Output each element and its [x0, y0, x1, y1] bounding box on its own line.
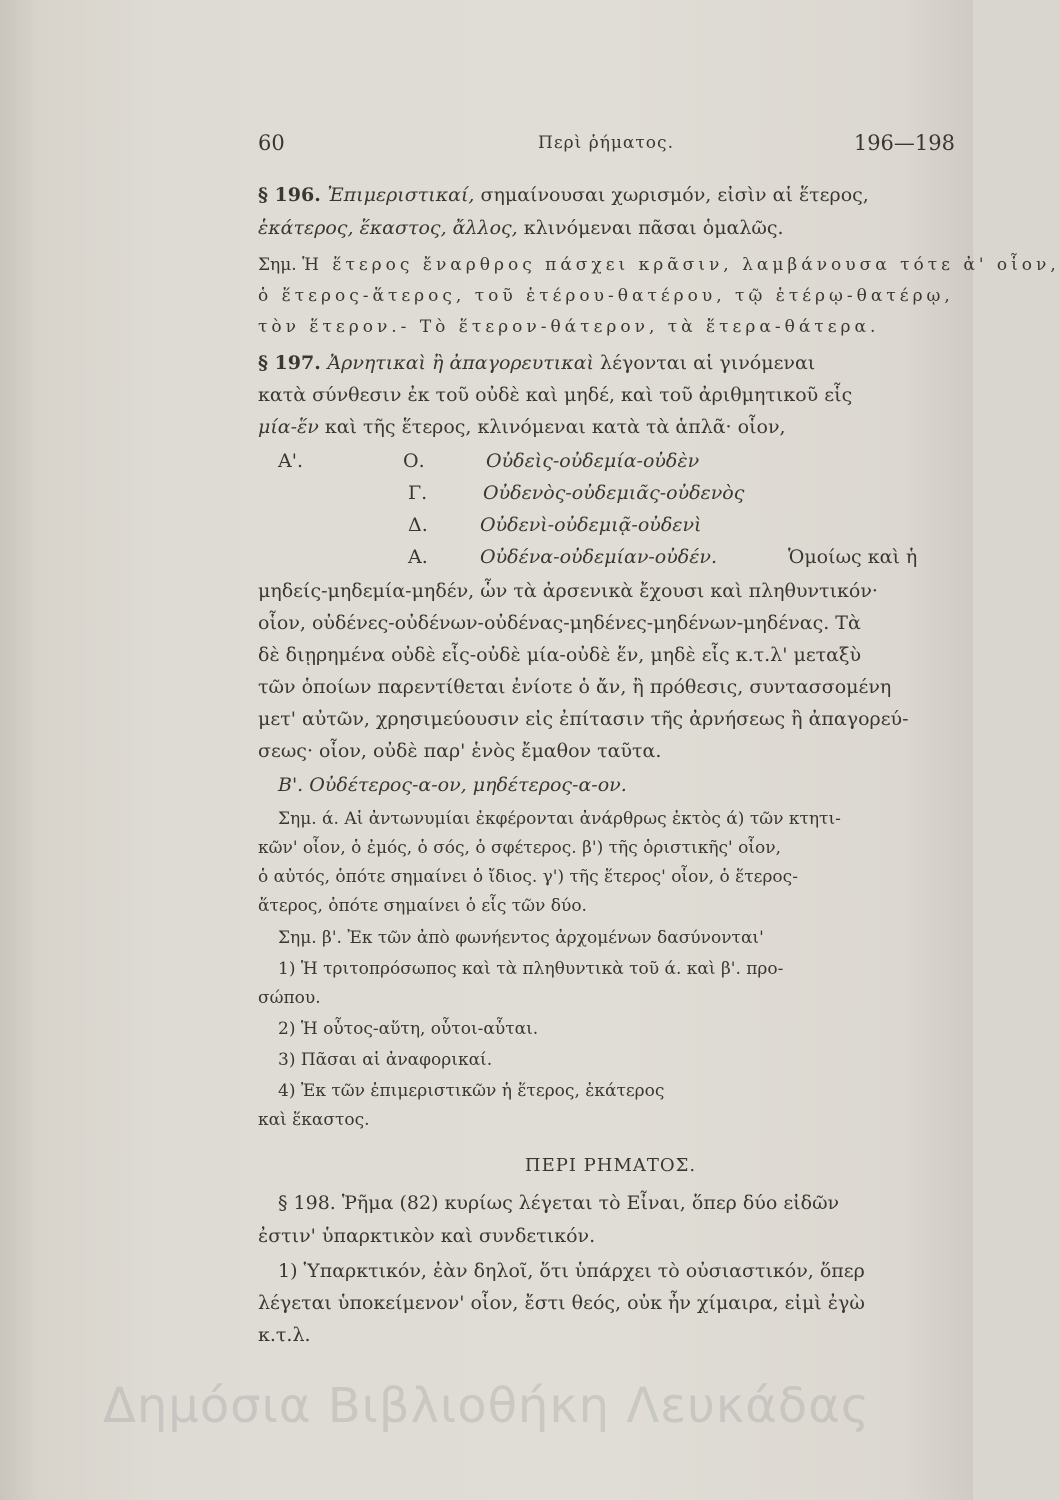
- decl-case: Γ.: [408, 482, 428, 504]
- decl-case: Δ.: [408, 514, 428, 536]
- text-line: κ.τ.λ.: [258, 1324, 311, 1346]
- text-line: ἑκάτερος, ἕκαστος, ἄλλος, κλινόμεναι πᾶσαι ὁμαλῶς.: [258, 217, 784, 239]
- note-line: Σημ. ά. Αἱ ἀντωνυμίαι ἐκφέρονται ἀνάρθρως ἐκτὸς ά) τῶν κτητι-: [278, 809, 841, 829]
- note-line: Σημ. Ἡ ἕτερος ἔναρθρος πάσχει κρᾶσιν, λαμβάνουσα τότε ἀ' οἷον,: [258, 255, 1060, 275]
- decl-case: Ο.: [403, 450, 425, 472]
- note-line: Σημ. β'. Ἐκ τῶν ἀπὸ φωνήεντος ἀρχομένων δασύνονται': [278, 928, 764, 948]
- decl-forms: Οὐδενὶ-οὐδεμιᾷ-οὐδενὶ: [480, 514, 702, 536]
- text-line: δὲ διῃρημένα οὐδὲ εἷς-οὐδὲ μία-οὐδὲ ἕν, μηδὲ εἷς κ.τ.λ' μεταξὺ: [258, 644, 862, 666]
- text-line: 1) Ὑπαρκτικόν, ἐὰν δηλοῖ, ὅτι ὑπάρχει τὸ οὐσιαστικόν, ὅπερ: [278, 1260, 865, 1282]
- decl-forms: Οὐδεὶς-οὐδεμία-οὐδὲν: [486, 450, 700, 472]
- text-line: ἐστιν' ὑπαρκτικὸν καὶ συνδετικόν.: [258, 1225, 596, 1247]
- note-line: 2) Ἡ οὗτος-αὕτη, οὗτοι-αὗται.: [278, 1019, 539, 1039]
- note-line: 1) Ἡ τριτοπρόσωπος καὶ τὰ πληθυντικὰ τοῦ ά. καὶ β'. προ-: [278, 959, 784, 979]
- text-line: κατὰ σύνθεσιν ἐκ τοῦ οὐδὲ καὶ μηδέ, καὶ τοῦ ἀριθμητικοῦ εἷς: [258, 384, 853, 406]
- running-title: Περὶ ῥήματος.: [538, 133, 674, 153]
- text-line: τῶν ὁποίων παρεντίθεται ἐνίοτε ὁ ἄν, ἢ πρόθεσις, συντασσομένη: [258, 676, 892, 698]
- text-line: § 197. Ἀρνητικαὶ ἢ ἀπαγορευτικαὶ λέγονται αἱ γινόμεναι: [258, 352, 816, 374]
- decl-case: Α.: [408, 546, 428, 568]
- text-line: σεως· οἷον, οὐδὲ παρ' ἑνὸς ἔμαθον ταῦτα.: [258, 740, 662, 762]
- page-header: [258, 131, 963, 161]
- note-line: καὶ ἕκαστος.: [258, 1110, 370, 1130]
- decl-forms: Οὐδένα-οὐδεμίαν-οὐδέν.: [480, 546, 717, 568]
- note-line: ὁ ἕτερος-ἅτερος, τοῦ ἑτέρου-θατέρου, τῷ ἑτέρῳ-θατέρῳ,: [258, 286, 954, 306]
- text-line: Β'. Οὐδέτερος-α-ον, μηδέτερος-α-ον.: [278, 774, 627, 796]
- text-line: λέγεται ὑποκείμενον' οἷον, ἔστι θεός, οὐκ ἦν χίμαιρα, εἰμὶ ἐγὼ: [258, 1292, 865, 1314]
- text-line: § 198. Ῥῆμα (82) κυρίως λέγεται τὸ Εἶναι, ὅπερ δύο εἰδῶν: [278, 1192, 840, 1214]
- decl-label: Α'.: [278, 450, 303, 472]
- note-line: σώπου.: [258, 988, 321, 1008]
- text-line: μετ' αὐτῶν, χρησιμεύουσιν εἰς ἐπίτασιν τῆς ἀρνήσεως ἢ ἀπαγορεύ-: [258, 708, 909, 730]
- note-line: ἅτερος, ὁπότε σημαίνει ὁ εἷς τῶν δύο.: [258, 896, 587, 916]
- decl-tail: Ὁμοίως καὶ ἡ: [788, 546, 918, 568]
- section-heading: ΠΕΡΙ ΡΗΜΑΤΟΣ.: [524, 1155, 697, 1176]
- page-number: 60: [258, 131, 285, 155]
- note-line: ὁ αὐτός, ὁπότε σημαίνει ὁ ἴδιος. γ') τῆς ἕτερος' οἷον, ὁ ἕτερος-: [258, 867, 798, 887]
- note-line: κῶν' οἷον, ὁ ἐμός, ὁ σός, ὁ σφέτερος. β') τῆς ὁριστικῆς' οἷον,: [258, 838, 781, 858]
- text-line: μηδείς-μηδεμία-μηδέν, ὧν τὰ ἀρσενικὰ ἔχουσι καὶ πληθυντικόν·: [258, 580, 878, 602]
- text-line: § 196. Ἐπιμεριστικαί, σημαίνουσαι χωρισμόν, εἰσὶν αἱ ἕτερος,: [258, 184, 869, 206]
- note-line: 4) Ἐκ τῶν ἐπιμεριστικῶν ἡ ἕτερος, ἑκάτερος: [278, 1081, 665, 1101]
- text-line: μία-ἕν καὶ τῆς ἕτερος, κλινόμεναι κατὰ τὰ ἁπλᾶ· οἷον,: [258, 416, 786, 438]
- note-line: 3) Πᾶσαι αἱ ἀναφορικαί.: [278, 1050, 493, 1070]
- text-line: οἷον, οὐδένες-οὐδένων-οὐδένας-μηδένες-μηδένων-μηδένας. Τὰ: [258, 612, 861, 634]
- library-watermark: Δημόσια Βιβλιοθήκη Λευκάδας: [103, 1378, 870, 1434]
- section-range: 196—198: [853, 131, 955, 155]
- decl-forms: Οὐδενὸς-οὐδεμιᾶς-οὐδενὸς: [483, 482, 745, 504]
- note-line: τὸν ἕτερον.- Τὸ ἕτερον-θάτερον, τὰ ἕτερα-θάτερα.: [258, 317, 880, 337]
